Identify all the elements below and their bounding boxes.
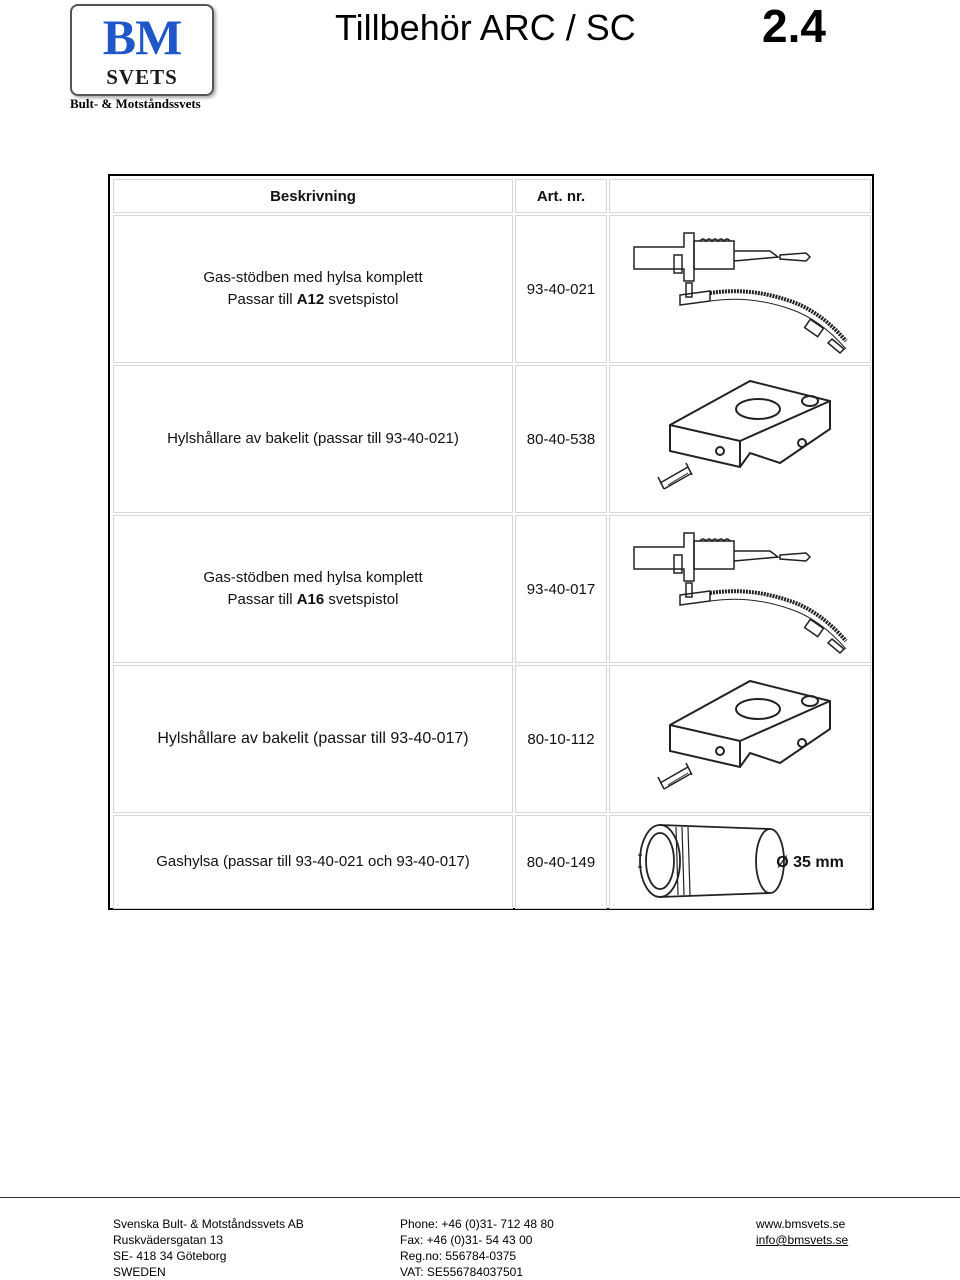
description-line: Gashylsa (passar till 93-40-021 och 93-40-017): [156, 853, 470, 870]
footer-address: [113, 1216, 304, 1280]
gas-sleeve-icon: [609, 815, 871, 909]
footer-country: SWEDEN: [113, 1265, 166, 1279]
table-row-description: [113, 815, 513, 909]
table-row-description: [113, 215, 513, 363]
gas-support-leg-drawing: [620, 521, 860, 657]
ferrule-holder-icon: [609, 365, 871, 513]
article-number: 93-40-017: [515, 515, 607, 663]
footer-web: [756, 1216, 848, 1248]
gas-support-leg-icon: [609, 515, 871, 663]
footer-vat: VAT: SE556784037501: [400, 1265, 523, 1279]
footer-website-link[interactable]: www.bmsvets.se: [756, 1217, 846, 1231]
column-header-image: [609, 179, 871, 213]
table-row-description: [113, 665, 513, 813]
footer-phone: Phone: +46 (0)31- 712 48 80: [400, 1217, 554, 1231]
logo-main-text: BM: [102, 9, 182, 65]
footer-divider: [0, 1197, 960, 1198]
logo-secondary-text: SVETS: [106, 65, 178, 89]
footer-city: SE- 418 34 Göteborg: [113, 1249, 227, 1263]
description-line: Hylshållare av bakelit (passar till 93-40-017): [157, 730, 469, 747]
logo-tagline: Bult- & Motståndssvets: [70, 96, 201, 111]
table-row-description: [113, 365, 513, 513]
footer-street: Ruskvädersgatan 13: [113, 1233, 224, 1247]
footer-fax: Fax: +46 (0)31- 54 43 00: [400, 1233, 533, 1247]
footer-email-link[interactable]: info@bmsvets.se: [756, 1233, 849, 1247]
article-number: 80-10-112: [515, 665, 607, 813]
description-line: Passar till A16 svetspistol: [227, 591, 399, 608]
article-number: 93-40-021: [515, 215, 607, 363]
gas-support-leg-icon: [609, 215, 871, 363]
description-line: Gas-stödben med hylsa komplett: [203, 269, 423, 286]
sleeve-diameter-label: Ø 35 mm: [776, 854, 844, 871]
company-logo: [70, 4, 214, 96]
footer-contact: [400, 1216, 554, 1280]
article-number: 80-40-538: [515, 365, 607, 513]
column-header-description: Beskrivning: [113, 179, 513, 213]
column-header-article: Art. nr.: [515, 179, 607, 213]
ferrule-holder-drawing: [630, 671, 850, 807]
table-row-description: [113, 515, 513, 663]
ferrule-holder-drawing: [630, 371, 850, 507]
article-number: 80-40-149: [515, 815, 607, 909]
ferrule-holder-icon: [609, 665, 871, 813]
description-line: Hylshållare av bakelit (passar till 93-40-021): [167, 430, 459, 447]
page-title: Tillbehör ARC / SC: [335, 7, 636, 48]
gas-support-leg-drawing: [620, 221, 860, 357]
description-line: Passar till A12 svetspistol: [227, 291, 399, 308]
footer-regno: Reg.no: 556784-0375: [400, 1249, 517, 1263]
footer-company: Svenska Bult- & Motståndssvets AB: [113, 1217, 304, 1231]
gas-sleeve-drawing: [620, 819, 860, 905]
description-line: Gas-stödben med hylsa komplett: [203, 569, 423, 586]
section-number: 2.4: [762, 0, 826, 52]
product-table: [108, 174, 874, 910]
